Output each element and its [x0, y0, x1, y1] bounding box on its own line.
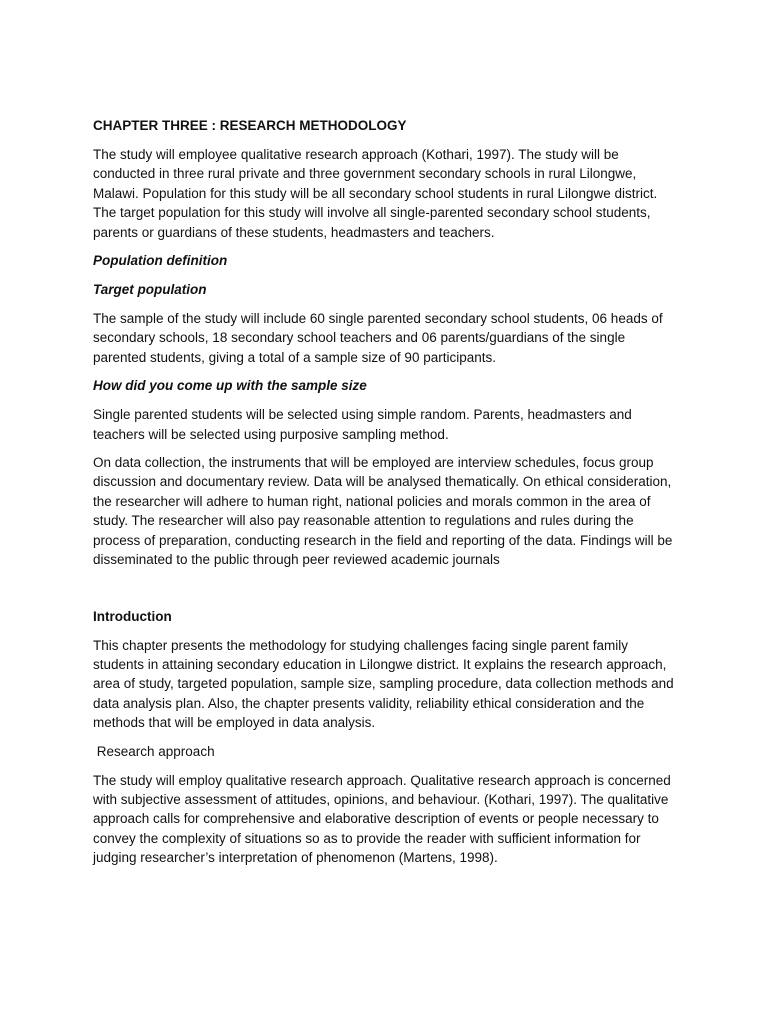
sample-size-heading: How did you come up with the sample size [93, 378, 367, 394]
document-page [93, 116, 678, 877]
research-approach-heading: Research approach [93, 743, 215, 759]
intro-paragraph: The study will employee qualitative research approach (Kothari, 1997). The study will be conducted in three rural private and three government secondary schools in rural Lilongwe, Malawi. Population for this study will be all secondary school students in rural Lilongwe district. The target population for this study will involve all single-parented secondary school students, parents or guardians of these students, headmasters and teachers. [93, 147, 658, 240]
introduction-heading: Introduction [93, 608, 172, 624]
chapter-title: CHAPTER THREE : RESEARCH METHODOLOGY [93, 118, 407, 133]
introduction-paragraph: This chapter presents the methodology for studying challenges facing single parent family students in attaining secondary education in Lilongwe district. It explains the research approach, area of study, targeted population, sample size, sampling procedure, data collection methods and data analysis plan. Also, the chapter presents validity, reliability ethical consideration and the methods that will be employed in data analysis. [93, 637, 674, 731]
target-population-heading: Target population [93, 282, 207, 298]
data-collection-paragraph: On data collection, the instruments that will be employed are interview schedules, focus group discussion and documentary review. Data will be analysed thematically. On ethical consideration, the researcher will adhere to human right, national policies and morals common in the area of study. The researcher will also pay reasonable attention to regulations and rules during the process of preparation, conducting research in the field and reporting of the data. Findings will be disseminated to the public through peer reviewed academic journals [93, 455, 673, 568]
research-approach-paragraph: The study will employ qualitative research approach. Qualitative research approach is concerned with subjective assessment of attitudes, opinions, and behaviour. (Kothari, 1997). The qualitative approach calls for comprehensive and elaborative description of events or people necessary to convey the complexity of situations so as to provide the reader with sufficient information for judging researcher’s interpretation of phenomenon (Martens, 1998). [93, 772, 671, 866]
population-definition-heading: Population definition [93, 253, 228, 269]
section-spacer [93, 579, 678, 607]
sample-paragraph: The sample of the study will include 60 single parented secondary school students, 06 heads of secondary schools, 18 secondary school teachers and 06 parents/guardians of the single parented students, giving a total of a sample size of 90 participants. [93, 311, 663, 365]
selection-paragraph: Single parented students will be selected using simple random. Parents, headmasters and teachers will be selected using purposive sampling method. [93, 407, 632, 442]
